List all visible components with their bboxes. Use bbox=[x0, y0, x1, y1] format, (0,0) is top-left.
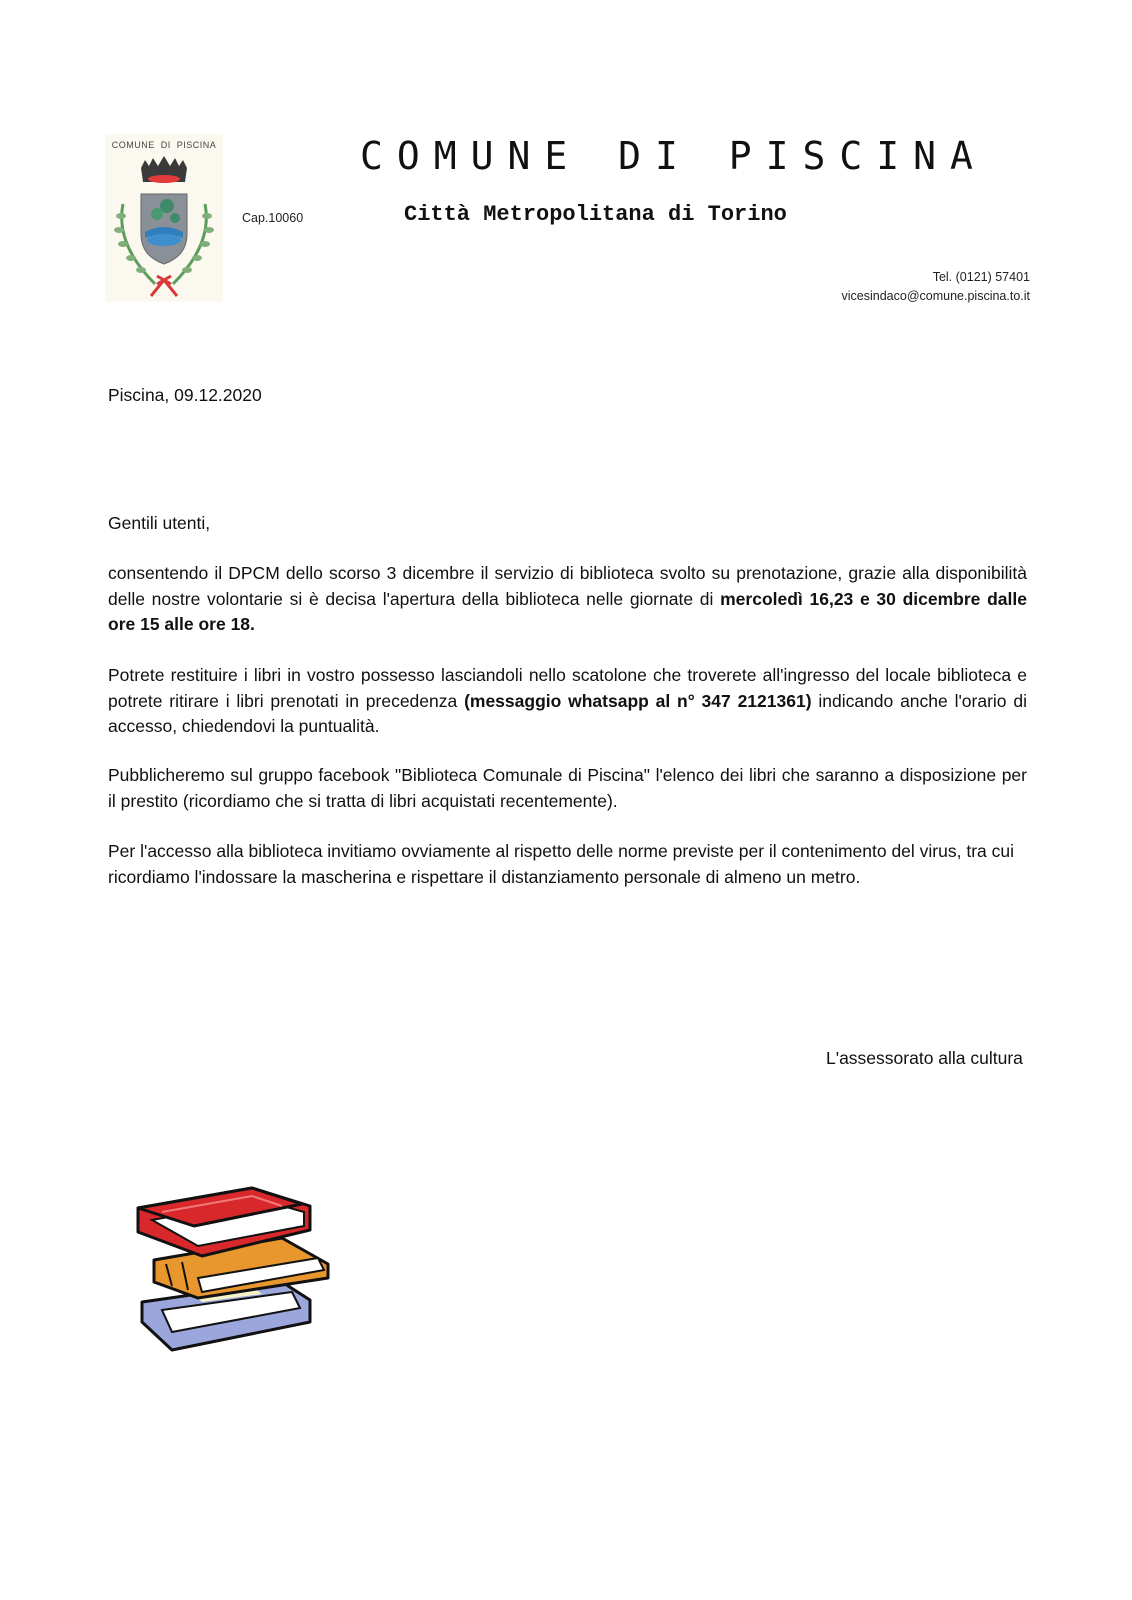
letter-date: Piscina, 09.12.2020 bbox=[108, 385, 262, 405]
paragraph-facebook: Pubblicheremo sul gruppo facebook "Biblioteca Comunale di Piscina" l'elenco dei libri che saranno a disposizione per il prestito (ricordiamo che si tratta di libri acquistati recentemente). bbox=[108, 765, 1027, 811]
paragraph-text: consentendo il DPCM dello scorso 3 dicembre il servizio di biblioteca svolto su prenotazione, grazie alla disponibilità delle nostre volontarie si è decisa l'apertura della biblioteca nelle giornate di bbox=[108, 563, 1027, 609]
crest-label: COMUNE DI PISCINA bbox=[111, 140, 217, 150]
paragraph-opening-dates bbox=[108, 561, 1027, 638]
paragraph-text: Potrete restituire i libri in vostro possesso lasciandoli nello scatolone che troverete all'ingresso del locale biblioteca e potrete ritirare i libri prenotati in precedenza bbox=[108, 665, 1027, 711]
paragraph-safety-rules: Per l'accesso alla biblioteca invitiamo ovviamente al rispetto delle norme previste per il contenimento del virus, tra cui ricordiamo l'indossare la mascherina e rispettare il distanziamento personale di almeno un metro. bbox=[108, 841, 1014, 887]
paragraph-text: indicando anche l'orario di accesso, chiedendovi la puntualità. bbox=[108, 690, 1027, 736]
phone-number: Tel. (0121) 57401 bbox=[932, 270, 1030, 284]
municipality-subtitle: Città Metropolitana di Torino bbox=[404, 202, 787, 227]
greeting: Gentili utenti, bbox=[108, 513, 211, 533]
stack-of-books-icon bbox=[132, 1182, 338, 1362]
coat-of-arms-icon bbox=[105, 134, 223, 302]
email-address: vicesindaco@comune.piscina.to.it bbox=[841, 289, 1030, 303]
postal-code: Cap.10060 bbox=[242, 211, 304, 225]
signature: L'assessorato alla cultura bbox=[826, 1048, 1023, 1068]
whatsapp-contact-highlight: (messaggio whatsapp al n° 347 2121361) bbox=[464, 690, 812, 711]
municipality-title: COMUNE DI PISCINA bbox=[360, 134, 987, 178]
paragraph-returns bbox=[108, 663, 1027, 740]
opening-hours-highlight: mercoledì 16,23 e 30 dicembre dalle ore 15 alle ore 18. bbox=[108, 588, 1027, 634]
contact-block bbox=[842, 268, 1030, 306]
